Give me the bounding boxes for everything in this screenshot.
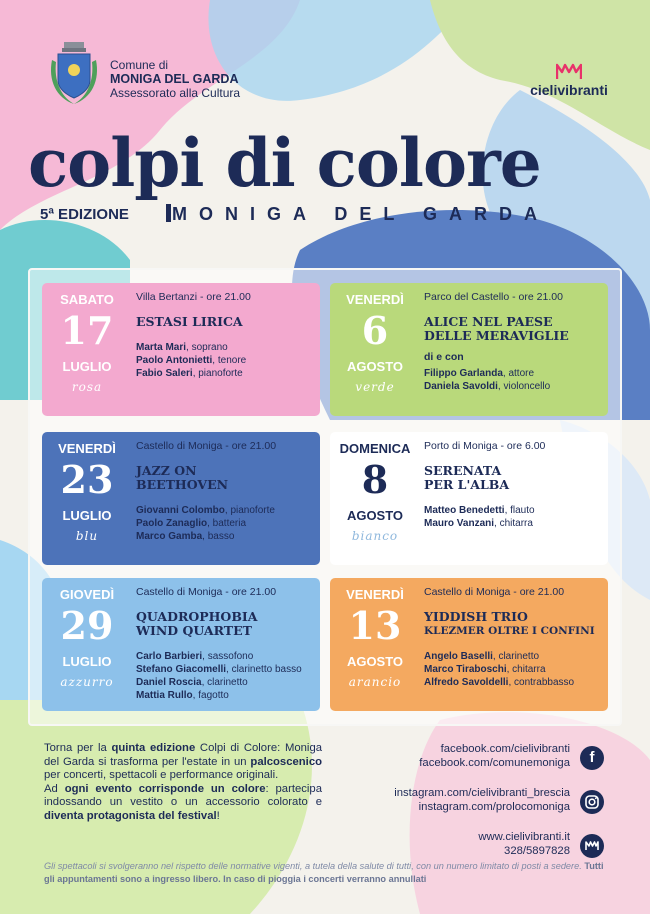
performer: Paolo Zanaglio, batteria	[136, 518, 247, 529]
place-label: MONIGA DEL GARDA	[172, 204, 550, 224]
event-title	[136, 464, 318, 492]
event-title	[136, 610, 318, 638]
event-info	[136, 586, 318, 702]
instagram-icon	[580, 790, 604, 814]
event-day: 23	[60, 457, 114, 502]
comune-block	[110, 58, 240, 100]
facebook-link-cielivibranti[interactable]: facebook.com/cielivibranti	[440, 743, 570, 755]
event-info	[424, 440, 606, 530]
assessorato: Assessorato alla Cultura	[110, 86, 241, 100]
event-title-line: JAZZ ON	[136, 463, 197, 478]
description-paragraph: Ad ogni evento corrisponde un colore: partecipa indossando un vestito o un accessorio colorato e diventa protagonista del festival!	[44, 782, 322, 822]
instagram-link-cielivibranti[interactable]: instagram.com/cielivibranti_brescia	[394, 787, 570, 799]
event-venue: Porto di Moniga - ore 6.00	[424, 440, 546, 452]
footer-bold: Tutti gli appuntamenti sono a ingresso libero. In caso di pioggia i concerti verranno annullati	[44, 861, 604, 884]
performer: Fabio Saleri, pianoforte	[136, 368, 243, 379]
municipal-crest-icon	[48, 40, 100, 108]
header	[0, 0, 650, 240]
performer: Alfredo Savoldelli, contrabbasso	[424, 677, 575, 688]
event-performers	[424, 367, 606, 393]
performer: Daniela Savoldi, violoncello	[424, 381, 551, 392]
cielivibranti-logo-icon	[556, 62, 582, 80]
event-performers	[424, 504, 606, 530]
edition-label: 5ª EDIZIONE	[40, 206, 129, 223]
website-link[interactable]: www.cielivibranti.it	[478, 831, 570, 843]
event-weekday: DOMENICA	[339, 441, 411, 456]
footer-normal: Gli spettacoli si svolgeranno nel rispetto delle normative vigenti, a tutela della salute di tutti, con un numero limitato di posti a sedere.	[44, 861, 585, 871]
event-month: LUGLIO	[62, 359, 112, 374]
event-title-line: ESTASI LIRICA	[136, 314, 243, 329]
performer: Paolo Antonietti, tenore	[136, 355, 247, 366]
facebook-row	[360, 742, 610, 780]
performer: Mattia Rullo, fagotto	[136, 690, 229, 701]
event-card-8-agosto	[330, 432, 608, 565]
event-title-line: QUADROPHOBIA	[136, 609, 258, 624]
event-venue: Castello di Moniga - ore 21.00	[136, 586, 277, 598]
event-title	[424, 610, 606, 638]
performer: Matteo Benedetti, flauto	[424, 505, 535, 516]
performer: Filippo Garlanda, attore	[424, 368, 535, 379]
performer: Giovanni Colombo, pianoforte	[136, 505, 275, 516]
facebook-icon: f	[580, 746, 604, 770]
event-weekday: SABATO	[60, 292, 114, 307]
event-card-23-luglio	[42, 432, 320, 565]
event-title	[424, 315, 606, 343]
event-color: azzurro	[60, 675, 114, 689]
event-month: AGOSTO	[346, 359, 404, 374]
festival-description	[44, 742, 322, 824]
event-date	[330, 578, 420, 711]
brand-logo	[524, 62, 614, 98]
event-title-line: YIDDISH TRIO	[424, 609, 528, 624]
event-title-line: ALICE NEL PAESE	[424, 314, 553, 329]
event-color: arancio	[348, 675, 402, 689]
event-venue: Castello di Moniga - ore 21.00	[136, 440, 277, 452]
event-month: LUGLIO	[62, 508, 112, 523]
event-weekday: GIOVEDÌ	[59, 587, 115, 602]
event-title-line: BEETHOVEN	[136, 477, 229, 492]
cielivibranti-icon	[580, 834, 604, 858]
event-day: 29	[60, 603, 114, 648]
footer-note	[44, 860, 610, 886]
event-title-line: KLEZMER OLTRE I CONFINI	[424, 625, 595, 637]
event-weekday: VENERDÌ	[346, 587, 404, 602]
description-paragraph: Torna per la quinta edizione Colpi di Colore: Moniga del Garda si trasforma per l'estate in un palcoscenico per concerti, spettacoli e performance originali.	[44, 742, 323, 782]
event-card-17-luglio	[42, 283, 320, 416]
event-date	[42, 283, 132, 416]
event-weekday: VENERDÌ	[346, 292, 404, 307]
event-performers	[136, 341, 318, 380]
comune-name: MONIGA DEL GARDA	[110, 72, 239, 86]
event-date	[330, 432, 420, 565]
event-title-line: PER L'ALBA	[424, 477, 510, 492]
event-performers	[136, 650, 318, 702]
event-day: 8	[361, 457, 389, 502]
performer: Carlo Barbieri, sassofono	[136, 651, 254, 662]
event-month: AGOSTO	[346, 508, 404, 523]
phone-number: 328/5897828	[504, 845, 570, 857]
event-date	[42, 432, 132, 565]
facebook-link-comune[interactable]: facebook.com/comunemoniga	[419, 757, 570, 769]
event-title-line: SERENATA	[424, 463, 502, 478]
event-color: rosa	[71, 380, 103, 394]
performer: Angelo Baselli, clarinetto	[424, 651, 540, 662]
event-venue: Castello di Moniga - ore 21.00	[424, 586, 565, 598]
performer: Marco Tiraboschi, chitarra	[424, 664, 546, 675]
performer: Marco Gamba, basso	[136, 531, 235, 542]
event-venue: Parco del Castello - ore 21.00	[424, 291, 563, 303]
performer: Marta Mari, soprano	[136, 342, 228, 353]
event-color: bianco	[351, 529, 399, 543]
event-info	[424, 291, 606, 393]
comune-prefix: Comune di	[110, 58, 169, 72]
instagram-link-proloco[interactable]: instagram.com/prolocomoniga	[418, 801, 570, 813]
event-info	[136, 291, 318, 380]
event-title	[424, 464, 606, 492]
performer: Daniel Roscia, clarinetto	[136, 677, 248, 688]
festival-title: colpi di colore	[28, 124, 541, 202]
social-links	[360, 742, 610, 874]
event-card-6-agosto	[330, 283, 608, 416]
event-day: 17	[60, 308, 114, 353]
performer: Mauro Vanzani, chitarra	[424, 518, 533, 529]
event-color: verde	[355, 380, 395, 394]
event-month: AGOSTO	[346, 654, 404, 669]
event-intro: di e con	[424, 351, 464, 363]
performer: Stefano Giacomelli, clarinetto basso	[136, 664, 302, 675]
event-day: 13	[348, 603, 402, 648]
event-color: blu	[75, 529, 99, 543]
place-divider	[166, 204, 171, 222]
event-title-line: DELLE MERAVIGLIE	[424, 328, 569, 343]
event-card-13-agosto	[330, 578, 608, 711]
event-title	[136, 315, 318, 329]
event-performers	[136, 504, 318, 543]
event-month: LUGLIO	[62, 654, 112, 669]
event-venue: Villa Bertanzi - ore 21.00	[136, 291, 251, 303]
brand-name: cielivibranti	[530, 82, 608, 98]
event-date	[330, 283, 420, 416]
instagram-row	[360, 786, 610, 824]
event-day: 6	[361, 308, 389, 353]
event-info	[136, 440, 318, 543]
event-info	[424, 586, 606, 689]
event-weekday: VENERDÌ	[58, 441, 116, 456]
event-date	[42, 578, 132, 711]
event-performers	[424, 650, 606, 689]
event-title-line: WIND QUARTET	[136, 623, 252, 638]
event-card-29-luglio	[42, 578, 320, 711]
